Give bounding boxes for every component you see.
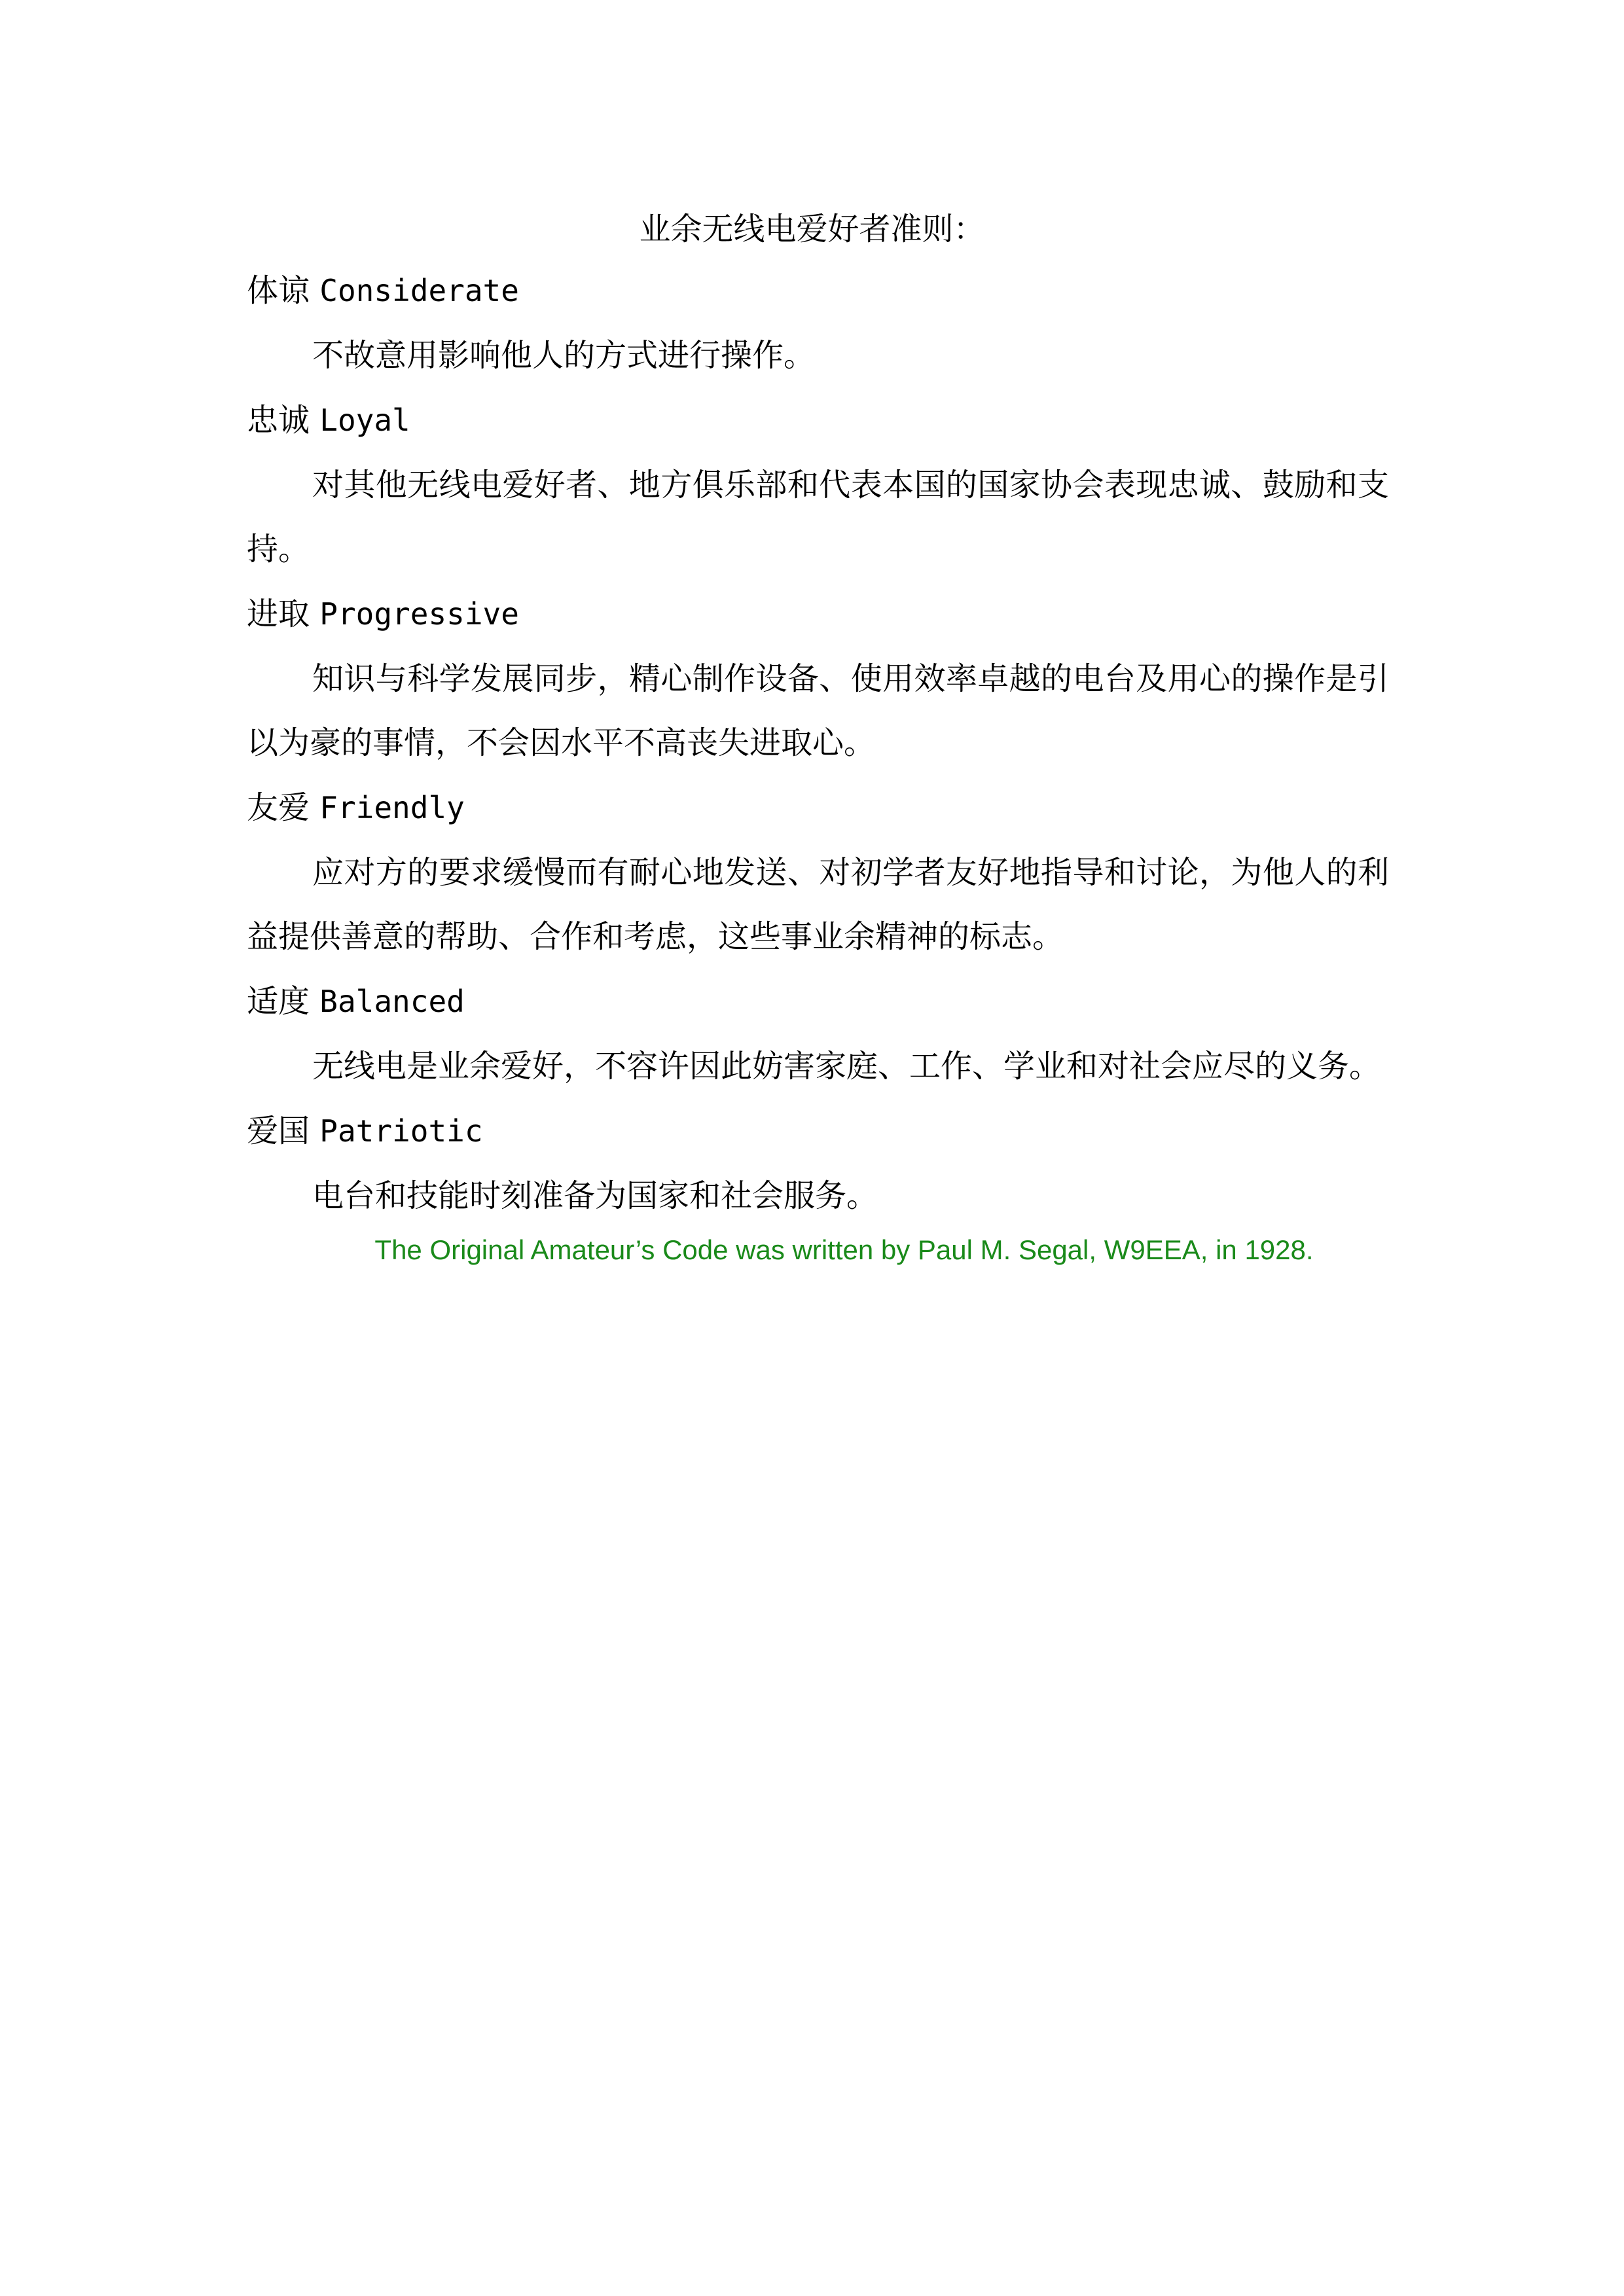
section-patriotic <box>247 1110 1389 1228</box>
heading-cn: 体谅 <box>247 272 310 309</box>
heading-cn: 友爱 <box>247 789 310 826</box>
section-body: 对其他无线电爱好者、地方俱乐部和代表本国的国家协会表现忠诚、鼓励和支持。 <box>247 467 1389 567</box>
heading-cn: 适度 <box>247 983 310 1020</box>
section-loyal <box>247 399 1389 581</box>
heading-cn: 进取 <box>247 596 310 632</box>
section-body: 无线电是业余爱好，不容许因此妨害家庭、工作、学业和对社会应尽的义务。 <box>312 1048 1381 1085</box>
heading-cn: 忠诚 <box>247 402 310 439</box>
section-body: 电台和技能时刻准备为国家和社会服务。 <box>312 1177 878 1214</box>
heading-cn: 爱国 <box>247 1113 310 1149</box>
heading-en: Patriotic <box>319 1113 483 1149</box>
section-heading <box>247 399 1389 441</box>
code-sections <box>247 270 1389 1240</box>
section-heading <box>247 270 1389 312</box>
heading-en: Friendly <box>319 790 465 825</box>
section-progressive <box>247 593 1389 775</box>
section-heading <box>247 1110 1389 1152</box>
section-heading <box>247 787 1389 829</box>
heading-en: Loyal <box>319 403 410 438</box>
section-balanced <box>247 980 1389 1098</box>
heading-en: Progressive <box>319 596 519 632</box>
section-heading <box>247 980 1389 1022</box>
section-heading <box>247 593 1389 635</box>
section-friendly <box>247 787 1389 969</box>
heading-en: Balanced <box>319 984 465 1019</box>
section-body: 不故意用影响他人的方式进行操作。 <box>312 337 816 374</box>
section-body: 知识与科学发展同步，精心制作设备、使用效率卓越的电台及用心的操作是引以为豪的事情，不会因水平不高丧失进取心。 <box>247 660 1389 761</box>
footer-attribution: The Original Amateur’s Code was written by Paul M. Segal, W9EEA, in 1928. <box>374 1234 1314 1265</box>
section-body: 应对方的要求缓慢而有耐心地发送、对初学者友好地指导和讨论，为他人的利益提供善意的帮助、合作和考虑，这些事业余精神的标志。 <box>247 854 1389 955</box>
document-title: 业余无线电爱好者准则： <box>639 211 985 247</box>
section-considerate <box>247 270 1389 387</box>
heading-en: Considerate <box>319 273 519 308</box>
